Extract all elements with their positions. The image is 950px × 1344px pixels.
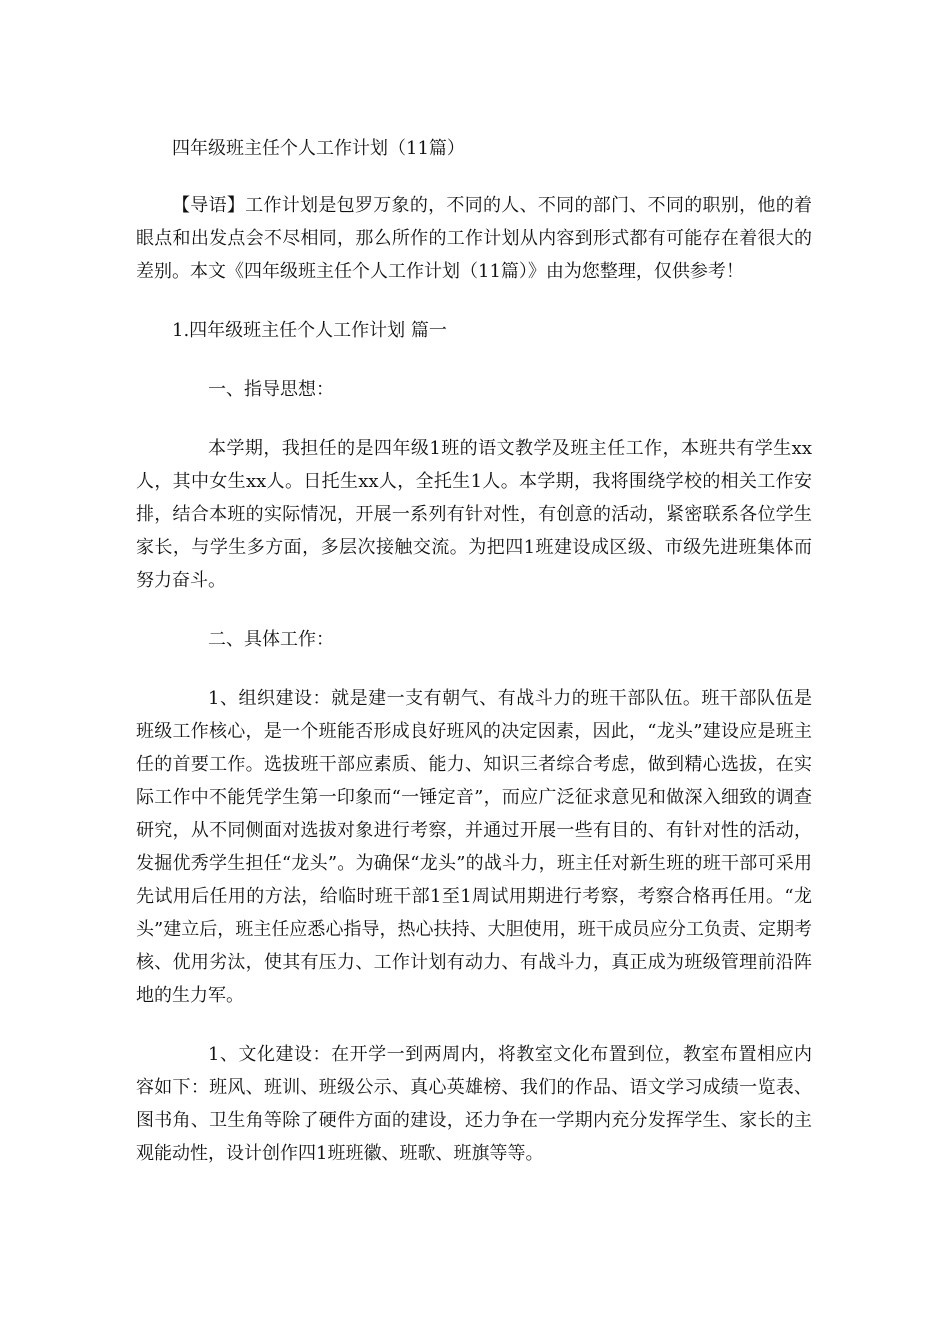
heading-specific-work: 二、具体工作： <box>208 629 334 650</box>
paragraph-organization-building: 1、组织建设：就是建一支有朝气、有战斗力的班干部队伍。班干部队伍是班级工作核心，是一个班能否形成良好班风的决定因素，因此，“龙头”建设应是班主任的首要工作。选拔班干部应素质、能力、知识三者综合考虑，做到精心选拔，在实际工作中不能凭学生第一印象而“一锤定音”，而应广泛征求意见和做深入细致的调查研究，从不同侧面对选拔对象进行考察，并通过开展一些有目的、有针对性的活动，发掘优秀学生担任“龙头”。为确保“龙头”的战斗力，班主任对新生班的班干部可采用先试用后任用的方法，给临时班干部1至1周试用期进行考察，考察合格再任用。“龙头”建立后，班主任应悉心指导，热心扶持、大胆使用，班干成员应分工负责、定期考核、优用劣汰，使其有压力、工作计划有动力、有战斗力，真正成为班级管理前沿阵地的生力军。 <box>136 688 812 1006</box>
paragraph-semester-overview: 本学期，我担任的是四年级1班的语文教学及班主任工作，本班共有学生xx人，其中女生xx人。日托生xx人，全托生1人。本学期，我将围绕学校的相关工作安排，结合本班的实际情况，开展一系列有针对性，有创意的活动，紧密联系各位学生家长，与学生多方面，多层次接触交流。为把四1班建设成区级、市级先进班集体而努力奋斗。 <box>136 438 812 591</box>
document-title: 四年级班主任个人工作计划（11篇） <box>172 138 465 159</box>
paragraph-culture-building: 1、文化建设：在开学一到两周内，将教室文化布置到位，教室布置相应内容如下：班风、班训、班级公示、真心英雄榜、我们的作品、语文学习成绩一览表、图书角、卫生角等除了硬件方面的建设，还力争在一学期内充分发挥学生、家长的主观能动性，设计创作四1班班徽、班歌、班旗等等。 <box>136 1044 812 1164</box>
document-body <box>136 132 812 1196</box>
intro-paragraph: 【导语】工作计划是包罗万象的，不同的人、不同的部门、不同的职别，他的着眼点和出发点会不尽相同，那么所作的工作计划从内容到形式都有可能存在着很大的差别。本文《四年级班主任个人工作计划（11篇）》由为您整理，仅供参考！ <box>136 195 812 282</box>
heading-guiding-thought: 一、指导思想： <box>208 379 334 400</box>
section-title: 1.四年级班主任个人工作计划 篇一 <box>172 320 447 341</box>
